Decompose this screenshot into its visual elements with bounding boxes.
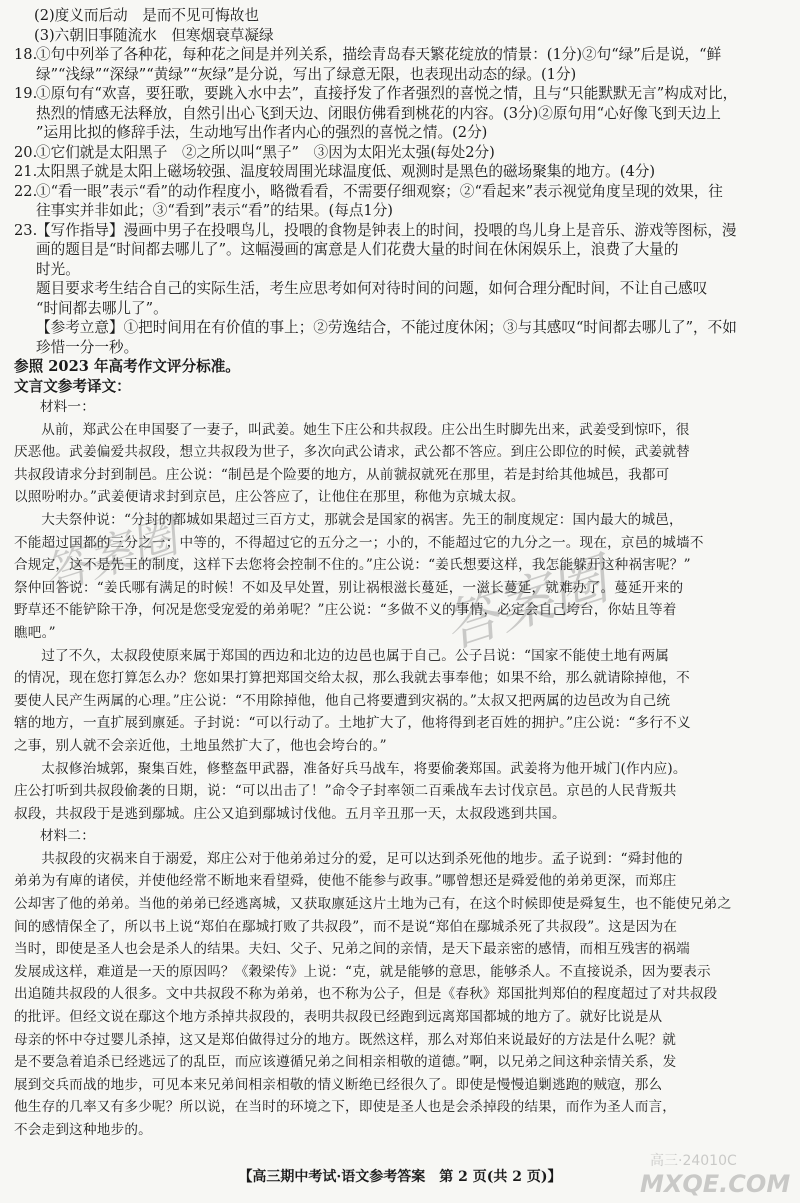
answer-line: 太阳黑子就是太阳上磁场较强、温度较周围光球温度低、观测时是黑色的磁场聚集的地方。(4分) [36, 163, 656, 180]
text-line: 祭仲回答说：“姜氏哪有满足的时候！不如及早处置，别让祸根滋长蔓延，一滋长蔓延，就难办了。蔓延开来的 [14, 579, 684, 596]
text-line: 公却害了他的弟弟。当他的弟弟已经逃离城，又获取廪延这片土地为己有，在这个时候即使是舜复生，也不能使兄弟之 [14, 896, 732, 913]
text-line: 从前，郑武公在申国娶了一妻子，叫武姜。她生下庄公和共叔段。庄公出生时脚先出来，武姜受到惊吓，很 [41, 421, 690, 438]
answer-line: 热烈的情感无法释放，自然引出心飞到天边、闭眼仿佛看到桃花的内容。(3分)②原句用“心好像飞到天边上 [36, 104, 721, 122]
answer-line: (2)度义而后动 是而不见可悔故也 [34, 7, 259, 24]
text-line: 大夫祭仲说：“分封的都城如果超过三百方丈，那就会是国家的祸害。先王的制度规定：国内最大的城邑， [41, 511, 683, 528]
text-line: 要使人民产生两属的心理。”庄公说：“不用除掉他，他自己将要遭到灾祸的。”太叔又把两属的边邑改为自己统 [14, 692, 671, 709]
watermark-text: 答案圈 [35, 508, 184, 603]
text-line: 间的感情保全了，所以书上说“郑伯在鄢城打败了共叔段”，而不是说“郑伯在鄢城杀死了共叔段”。这是因为在 [14, 918, 678, 935]
material-2-label: 材料二： [39, 828, 96, 845]
corner-text: 高三·24010C [650, 1153, 737, 1169]
text-line: 的批评。但经文说在鄢这个地方杀掉共叔段的，表明共叔段已经跑到远离郑国都城的地方了。就好比说是从 [14, 1009, 663, 1026]
answer-line: ①它们就是太阳黑子 ②之所以叫“黑子” ③因为太阳光太强(每处2分) [36, 143, 495, 161]
text-line: 共叔段的灾祸来自于溺爱，郑庄公对于他弟弟过分的爱，足可以达到杀死他的地步。孟子说到：“舜封他的 [41, 850, 683, 867]
text-line: 弟弟为有庳的诸侯，并使他经常不断地来看望舜，使他不能参与政事。”哪曾想还是舜爱他的弟弟更深，而郑庄 [14, 873, 677, 890]
text-line: 厌恶他。武姜偏爱共叔段，想立共叔段为世子，多次向武公请求，武公都不答应。到庄公即位的时候，武姜就替 [14, 444, 690, 461]
answer-18 [14, 45, 784, 84]
translation-body [14, 396, 784, 1142]
answer-line: 时光。 [36, 260, 80, 278]
answer-23 [14, 221, 784, 358]
watermark-logo: MXQE.COM [640, 1170, 791, 1198]
text-line: 的情况，现在您打算怎么办？您如果打算把郑国交给太叔，那么我就去事奉他；如果不给，那么就请除掉他，不 [14, 670, 690, 687]
question-number: 19. [14, 85, 38, 102]
answer-line: ①原句有“欢喜，要狂歌，要跳入水中去”，直接抒发了作者强烈的喜悦之情，且与“只能默默无言”构成对比， [36, 85, 738, 102]
text-line: 不会走到这种地步的。 [14, 1122, 152, 1138]
answer-line: 绿”“浅绿”“深绿”“黄绿”“灰绿”是分说，写出了绿意无限，也表现出动态的绿。(1分) [36, 65, 577, 83]
question-number: 20. [14, 143, 38, 161]
material-1-label: 材料一： [39, 399, 96, 415]
question-number: 18. [14, 46, 38, 63]
answer-line: 画的题目是“时间都去哪儿了”。这幅漫画的寓意是人们花费大量的时间在休闲娱乐上，浪费了大量的 [36, 241, 679, 258]
text-line: 太叔修治城郭，聚集百姓，修整盔甲武器，准备好兵马战车，将要偷袭郑国。武姜将为他开城门(作内应)。 [41, 760, 687, 777]
text-line: 叔段，共叔段于是逃到鄢城。庄公又追到鄢城讨伐他。五月辛丑那一天，太叔段逃到共国。 [14, 805, 566, 822]
material-1-paragraph [14, 509, 784, 645]
translation-heading: 文言文参考译文： [14, 377, 131, 395]
top-lines [14, 6, 784, 45]
text-line: 合规定，这不是先王的制度，这样下去您将会控制不住的。”庄公说：“姜氏想要这样，我怎能躲开这种祸害呢？” [14, 557, 691, 574]
text-line: 发展成这样，难道是一天的原因吗？《穀梁传》上说：“克，就是能够的意思，能够杀人。不直接说杀，因为要表示 [14, 963, 711, 980]
text-line: 当时，即使是圣人也会是杀人的结果。夫妇、父子、兄弟之间的亲情，是天下最亲密的感情，而相互残害的祸端 [14, 941, 690, 958]
text-line: 以照吩咐办。”武姜便请求封到京邑，庄公答应了，让他住在那里，称他为京城太叔。 [14, 489, 525, 506]
answers-section [14, 45, 784, 357]
answer-line: “时间都去哪儿了”。 [36, 299, 168, 317]
answer-line: 【写作指导】漫画中男子在投喂鸟儿，投喂的食物是钟表上的时间，投喂的鸟儿身上是音乐、游戏等图标，漫 [36, 221, 737, 239]
text-line: 是不要急着追杀已经逃远了的乱臣，而应该遵循兄弟之间相亲相敬的道德。”啊，以兄弟之间这种亲情关系，发 [14, 1054, 677, 1071]
material-2-paragraph [14, 848, 784, 1142]
scoring-standard-note: 参照 2023 年高考作文评分标准。 [14, 358, 240, 375]
answer-line: 【参考立意】①把时间用在有价值的事上；②劳逸结合，不能过度休闲；③与其感叹“时间都去哪儿了”，不如 [36, 319, 737, 336]
text-line: 不能超过国都的三分之一；中等的，不得超过它的五分之一；小的，不能超过它的九分之一。现在，京邑的城墙不 [14, 534, 704, 551]
text-line: 庄公打听到共叔段偷袭的日期，说：“可以出击了！”命令子封率领二百乘战车去讨伐京邑。京邑的人民背叛共 [14, 783, 677, 800]
text-line: 辖的地方，一直扩展到廪延。子封说：“可以行动了。土地扩大了，他将得到老百姓的拥护。”庄公说：“多行不义 [14, 715, 691, 732]
answer-line: 往事实并非如此；③“看到”表示“看”的结果。(每点1分) [36, 202, 393, 219]
answer-line: ①“看一眼”表示“看”的动作程度小，略微看看，不需要仔细观察；②“看起来”表示视觉角度呈现的效果，往 [36, 182, 723, 200]
text-line: 展到交兵而战的地步，可见本来兄弟间相亲相敬的情义断绝已经很久了。即使是慢慢追剿逃跑的贼寇，那么 [14, 1076, 663, 1093]
text-line: 出追随共叔段的人很多。文中共叔段不称为弟弟，也不称为公子，但是《春秋》郑国批判郑伯的程度超过了对共叔段 [14, 986, 718, 1003]
watermark-text: 答案圈 [435, 547, 616, 662]
answer-19 [14, 84, 784, 143]
answer-22 [14, 182, 784, 221]
question-number: 22. [14, 182, 38, 200]
material-1-paragraph [14, 419, 784, 509]
text-line: 他生存的几率又有多少呢？所以说，在当时的环境之下，即使是圣人也是会杀掉段的结果，而作为圣人而言， [14, 1099, 677, 1116]
text-line: 瞧吧。” [14, 624, 56, 641]
page-footer: 【高三期中考试·语文参考答案 第 2 页(共 2 页)】 [238, 1169, 562, 1185]
answer-line: (3)六朝旧事随流水 但寒烟衰草凝绿 [34, 26, 274, 44]
answer-line: ①句中列举了各种花，每种花之间是并列关系，描绘青岛春天繁花绽放的情景：(1分)②句“绿”后是说，“鲜 [36, 46, 722, 63]
question-number: 21. [14, 163, 38, 180]
text-line: 共叔段请求分封到制邑。庄公说：“制邑是个险要的地方，从前虢叔就死在那里，若是封给其他城邑，我都可 [14, 466, 670, 483]
answer-line: ”运用比拟的修辞手法，生动地写出作者内心的强烈的喜悦之情。(2分) [36, 124, 488, 141]
material-1-paragraph [14, 645, 784, 758]
text-line: 过了不久，太叔段使原来属于郑国的西边和北边的边邑也属于自己。公子吕说：“国家不能使土地有两属 [41, 647, 670, 664]
question-number: 23. [14, 221, 38, 239]
answer-20 [14, 143, 784, 163]
text-line: 之事，别人就不会亲近他，土地虽然扩大了，他也会垮台的。” [14, 737, 387, 754]
answer-21 [14, 162, 784, 182]
text-line: 野草还不能铲除干净，何况是您受宠爱的弟弟呢？”庄公说：“多做不义的事情，必定会自己垮台，你姑且等着 [14, 602, 677, 619]
material-1-paragraph [14, 758, 784, 826]
answer-line: 珍惜一分一秒。 [36, 338, 139, 356]
text-line: 母亲的怀中夺过婴儿杀掉，这又是郑伯做得过分的地方。既然这样，那么对郑伯来说最好的方法是什么呢？就 [14, 1031, 677, 1048]
answer-line: 题目要求考生结合自己的实际生活，考生应思考如何对待时间的问题，如何合理分配时间，不让自己感叹 [36, 280, 708, 297]
